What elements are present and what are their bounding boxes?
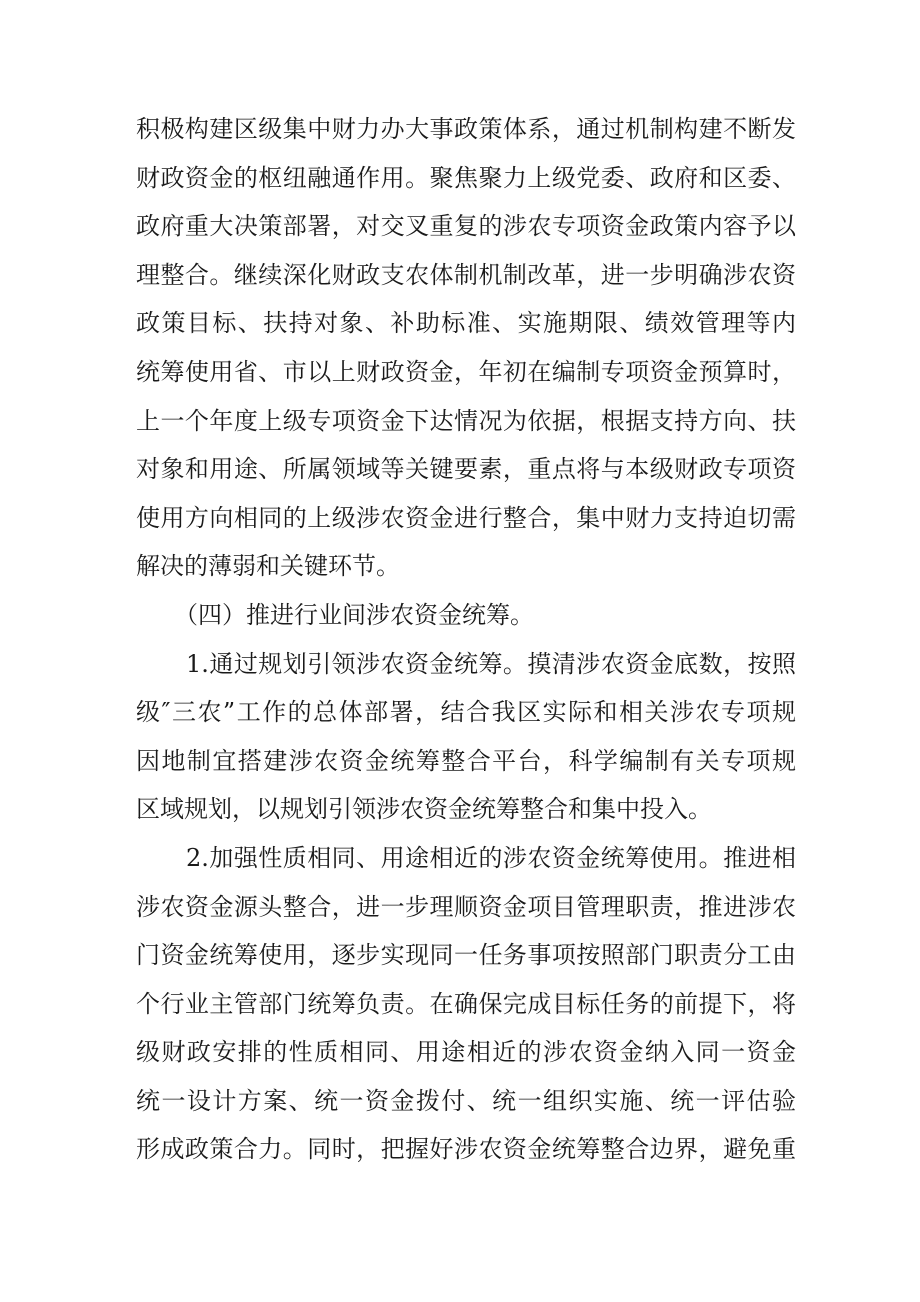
text-line: 涉农资金源头整合，进一步理顺资金项目管理职责，推进涉农 xyxy=(136,892,796,921)
section-heading xyxy=(136,591,796,640)
text-line: 1.通过规划引领涉农资金统筹。摸清涉农资金底数，按照 xyxy=(186,649,796,678)
paragraph-item-2 xyxy=(136,834,796,1174)
text-line: 积极构建区级集中财力办大事政策体系，通过机制构建不断发 xyxy=(136,115,796,143)
paragraph-item-1 xyxy=(136,640,796,834)
text-line: 财政资金的枢纽融通作用。聚焦聚力上级党委、政府和区委、 xyxy=(136,163,796,192)
text-line: 使用方向相同的上级涉农资金进行整合，集中财力支持迫切需 xyxy=(136,503,796,532)
text-line: 上一个年度上级专项资金下达情况为依据，根据支持方向、扶 xyxy=(136,406,796,435)
text-line: 级″三农”工作的总体部署，结合我区实际和相关涉农专项规 xyxy=(136,698,796,727)
text-line: 统筹使用省、市以上财政资金，年初在编制专项资金预算时， xyxy=(136,357,796,386)
text-line: 统一设计方案、统一资金拨付、统一组织实施、统一评估验 xyxy=(136,1086,796,1115)
text-line: 个行业主管部门统筹负责。在确保完成目标任务的前提下，将 xyxy=(136,989,796,1018)
text-line: 因地制宜搭建涉农资金统筹整合平台，科学编制有关专项规 xyxy=(136,746,796,775)
text-line: 形成政策合力。同时，把握好涉农资金统筹整合边界，避免重 xyxy=(136,1135,796,1164)
paragraph-policy-integration xyxy=(136,105,796,591)
text-line: 政策目标、扶持对象、补助标准、实施期限、绩效管理等内 xyxy=(136,309,796,338)
heading-text: （四）推进行业间涉农资金统筹。 xyxy=(174,600,534,629)
text-line: 2.加强性质相同、用途相近的涉农资金统筹使用。推进相 xyxy=(186,843,796,872)
text-line: 理整合。继续深化财政支农体制机制改革，进一步明确涉农资 xyxy=(136,260,796,289)
text-line: 区域规划，以规划引领涉农资金统筹整合和集中投入。 xyxy=(136,795,712,824)
document-body xyxy=(136,105,796,1174)
text-line: 对象和用途、所属领域等关键要素，重点将与本级财政专项资 xyxy=(136,455,796,484)
text-line: 门资金统筹使用，逐步实现同一任务事项按照部门职责分工由 xyxy=(136,941,796,970)
text-line: 解决的薄弱和关键环节。 xyxy=(136,552,400,581)
text-line: 政府重大决策部署，对交叉重复的涉农专项资金政策内容予以 xyxy=(136,212,796,241)
text-line: 级财政安排的性质相同、用途相近的涉农资金纳入同一资金 xyxy=(136,1038,796,1067)
